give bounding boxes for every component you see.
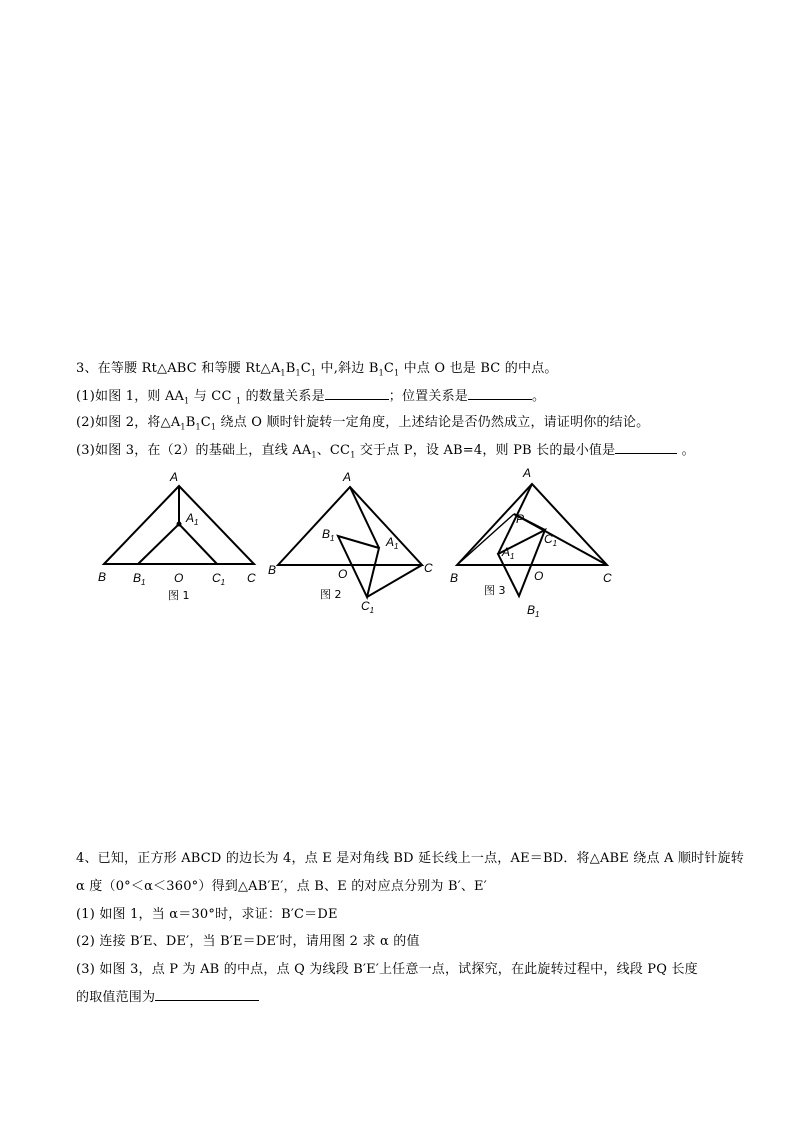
fig1-triangle-a1b1c1 — [138, 524, 217, 564]
figure-1 — [104, 486, 254, 564]
q4-line5: (3) 如图 3，点 P 为 AB 的中点，点 Q 为线段 B′E′上任意一点，试探究，在此旋转过程中，线段 PQ 长度 — [76, 962, 698, 977]
fig1-label-c: C — [247, 571, 256, 585]
figure-3 — [457, 484, 607, 596]
fig2-label-c: C — [424, 561, 433, 575]
fig1-point-a1 — [178, 523, 181, 526]
q3-part3: (3)如图 3，在（2）的基础上，直线 $AA_1$、$CC_1$ 交于点 P，设 AB=4，则 PB 长的最小值是 。 — [76, 443, 695, 460]
q4-line6: 的取值范围为 — [76, 988, 259, 1007]
fig1-label-b1: $B_1$ — [133, 571, 146, 587]
q4-line3: (1) 如图 1，当 α＝30°时，求证：B′C＝DE — [76, 907, 338, 922]
fig3-label-b1: $B_1$ — [527, 603, 540, 619]
fig2-label-b1: $B_1$ — [322, 527, 335, 543]
fig1-label-c1: $C_1$ — [212, 571, 226, 587]
figure-2 — [278, 487, 422, 597]
q4-line1: 4、已知，正方形 ABCD 的边长为 4，点 E 是对角线 BD 延长线上一点，AE＝BD．将△ABE 绕点 A 顺时针旋转 — [76, 851, 744, 866]
fig3-label-a: A — [523, 466, 532, 480]
answer-blank-pq-range[interactable] — [155, 988, 259, 1001]
fig2-label-o: O — [338, 567, 348, 581]
q4-line4: (2) 连接 B′E、DE′，当 B′E＝DE′时，请用图 2 求 α 的值 — [76, 934, 420, 949]
fig3-label-a1: $A_1$ — [502, 545, 515, 561]
fig2-label-a1: $A_1$ — [386, 535, 399, 551]
q3-intro: 3、在等腰 Rt△ABC 和等腰 $Rt\triangle A_1B_1C_1$ 中,斜边 $B_1C_1$ 中点 O 也是 BC 的中点。 — [76, 361, 558, 378]
fig2-segment-aa1 — [350, 487, 379, 548]
fig2-label-a: A — [343, 470, 352, 484]
fig1-label-a: A — [170, 470, 179, 484]
q4-line2: α 度（0°＜α＜360°）得到△AB′E′，点 B、E 的对应点分别为 B′、E′ — [76, 879, 487, 894]
fig1-label-a1: $A_1$ — [186, 511, 199, 527]
fig1-label-o: O — [174, 571, 184, 585]
fig3-caption: 图 3 — [484, 584, 506, 597]
fig2-label-b: B — [268, 563, 277, 577]
figure-3-labels — [450, 466, 612, 619]
fig3-line-aa1 — [498, 484, 532, 554]
figure-1-labels — [98, 470, 256, 602]
fig2-label-c1: $C_1$ — [361, 599, 375, 615]
fig2-caption: 图 2 — [320, 588, 342, 601]
fig1-caption: 图 1 — [168, 589, 190, 602]
fig1-label-b: B — [98, 570, 107, 584]
fig3-label-c: C — [603, 571, 612, 585]
fig3-label-c1: $C_1$ — [544, 532, 558, 548]
figure-2-labels — [268, 470, 433, 615]
q3-part1: (1)如图 1，则 $AA_1$ 与 CC $_1$ 的数量关系是 ；位置关系是 。 — [76, 389, 546, 406]
fig3-label-o: O — [534, 569, 544, 583]
fig3-label-p: P — [516, 512, 525, 526]
fig2-segment-cc1 — [367, 565, 422, 597]
fig2-triangle-abc — [278, 487, 422, 565]
fig3-label-b: B — [450, 571, 459, 585]
q3-part2: (2)如图 2，将$\triangle A_1B_1C_1$ 绕点 O 顺时针旋转一定角度，上述结论是否仍然成立，请证明你的结论。 — [76, 415, 650, 432]
